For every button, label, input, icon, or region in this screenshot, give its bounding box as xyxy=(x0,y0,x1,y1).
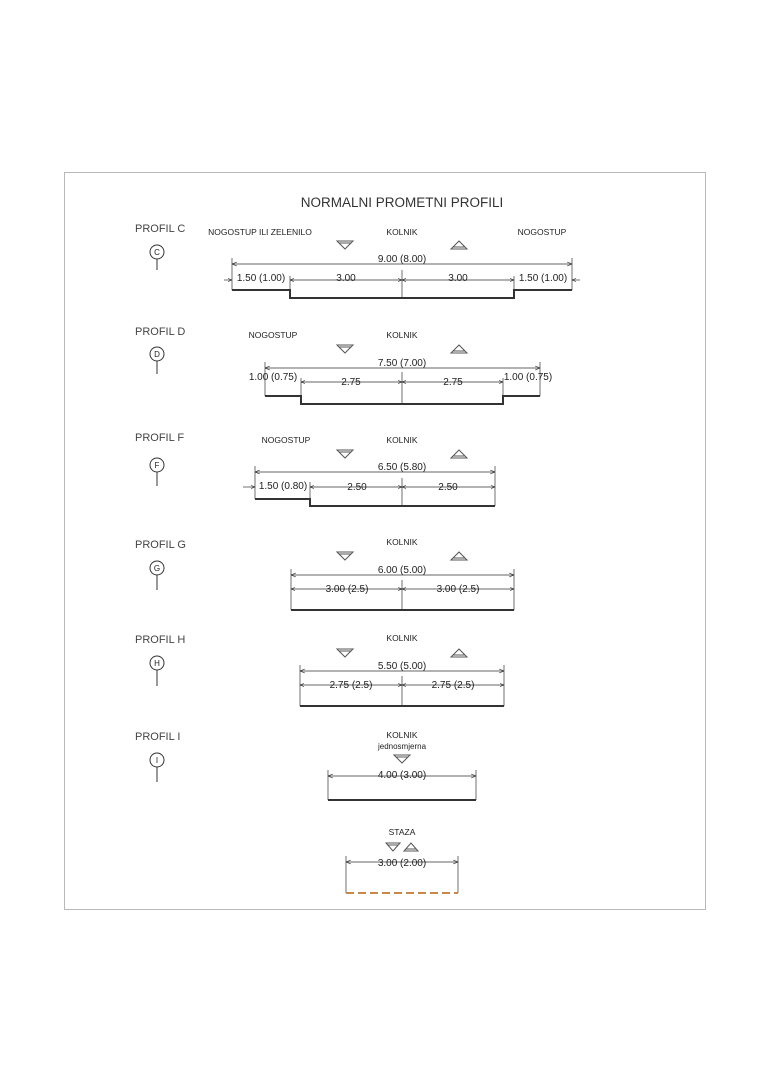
direction-up-icon xyxy=(451,450,467,458)
direction-down-icon xyxy=(394,755,410,763)
profile-label: PROFIL F xyxy=(135,432,185,444)
direction-up-icon xyxy=(451,552,467,560)
profile-label: PROFIL C xyxy=(135,223,186,235)
segment-width-label: 2.75 xyxy=(443,377,463,388)
segment-width-label: 2.50 xyxy=(438,482,458,493)
total-width-label: 6.50 (5.80) xyxy=(377,462,427,473)
zone-label: KOLNIK xyxy=(386,730,418,740)
segment-width-label: 2.50 xyxy=(347,482,367,493)
path-section xyxy=(346,827,458,893)
profile-label: PROFIL I xyxy=(135,731,181,743)
drawing-title: NORMALNI PROMETNI PROFILI xyxy=(300,195,504,210)
segment-width-label: 3.00 (2.5) xyxy=(325,584,369,595)
profile-marker-icon xyxy=(150,245,164,270)
direction-down-icon xyxy=(386,843,400,851)
profile-marker-icon xyxy=(150,656,164,686)
profile-h xyxy=(135,633,504,706)
zone-label: KOLNIK xyxy=(386,633,418,643)
profile-letter: H xyxy=(154,659,160,668)
direction-up-icon xyxy=(451,345,467,353)
direction-down-icon xyxy=(337,552,353,560)
zone-label: KOLNIK xyxy=(386,435,418,445)
profile-label: PROFIL G xyxy=(135,539,186,551)
segment-width-label: 1.00 (0.75) xyxy=(248,372,298,383)
direction-up-icon xyxy=(451,649,467,657)
segment-width-label: 2.75 (2.5) xyxy=(329,680,373,691)
direction-down-icon xyxy=(337,241,353,249)
profile-label: PROFIL D xyxy=(135,326,186,338)
zone-label: NOGOSTUP xyxy=(517,227,567,237)
segment-width-label: 1.50 (1.00) xyxy=(236,273,286,284)
profile-letter: F xyxy=(154,461,160,470)
profile-marker-icon xyxy=(150,561,164,590)
profile-marker-icon xyxy=(150,753,164,782)
zone-label: NOGOSTUP xyxy=(248,330,298,340)
profile-d xyxy=(135,326,552,404)
zone-sublabel: jednosmjerna xyxy=(377,742,427,751)
total-width-label: 9.00 (8.00) xyxy=(377,254,427,265)
direction-up-icon xyxy=(451,241,467,249)
section-outline xyxy=(255,499,495,506)
direction-down-icon xyxy=(337,649,353,657)
profile-letter: G xyxy=(153,564,161,573)
segment-width-label: 3.00 xyxy=(336,273,356,284)
total-width-label: 4.00 (3.00) xyxy=(377,770,427,781)
profile-g xyxy=(135,537,514,610)
profile-i xyxy=(135,730,476,800)
direction-down-icon xyxy=(337,345,353,353)
zone-label: STAZA xyxy=(388,827,416,837)
total-width-label: 7.50 (7.00) xyxy=(377,358,427,369)
profile-letter: D xyxy=(154,350,160,359)
total-width-label: 5.50 (5.00) xyxy=(377,661,427,672)
segment-width-label: 3.00 (2.5) xyxy=(436,584,480,595)
segment-width-label: 3.00 xyxy=(448,273,468,284)
zone-label: NOGOSTUP ILI ZELENILO xyxy=(208,227,312,237)
profile-marker-icon xyxy=(150,347,164,374)
zone-label: KOLNIK xyxy=(386,330,418,340)
direction-up-icon xyxy=(404,843,418,851)
profile-f xyxy=(135,432,495,506)
direction-down-icon xyxy=(337,450,353,458)
segment-width-label: 1.00 (0.75) xyxy=(503,372,553,383)
zone-label: KOLNIK xyxy=(386,537,418,547)
zone-label: KOLNIK xyxy=(386,227,418,237)
total-width-label: 3.00 (2.00) xyxy=(377,858,427,869)
profile-letter: I xyxy=(155,756,159,765)
total-width-label: 6.00 (5.00) xyxy=(377,565,427,576)
zone-label: NOGOSTUP xyxy=(261,435,311,445)
segment-width-label: 2.75 (2.5) xyxy=(431,680,475,691)
segment-width-label: 1.50 (0.80) xyxy=(258,481,308,492)
section-outline xyxy=(265,396,540,404)
segment-width-label: 1.50 (1.00) xyxy=(518,273,568,284)
profile-marker-icon xyxy=(150,458,164,486)
segment-width-label: 2.75 xyxy=(341,377,361,388)
profile-label: PROFIL H xyxy=(135,634,186,646)
profile-c xyxy=(135,223,580,298)
profile-letter: C xyxy=(154,248,160,257)
